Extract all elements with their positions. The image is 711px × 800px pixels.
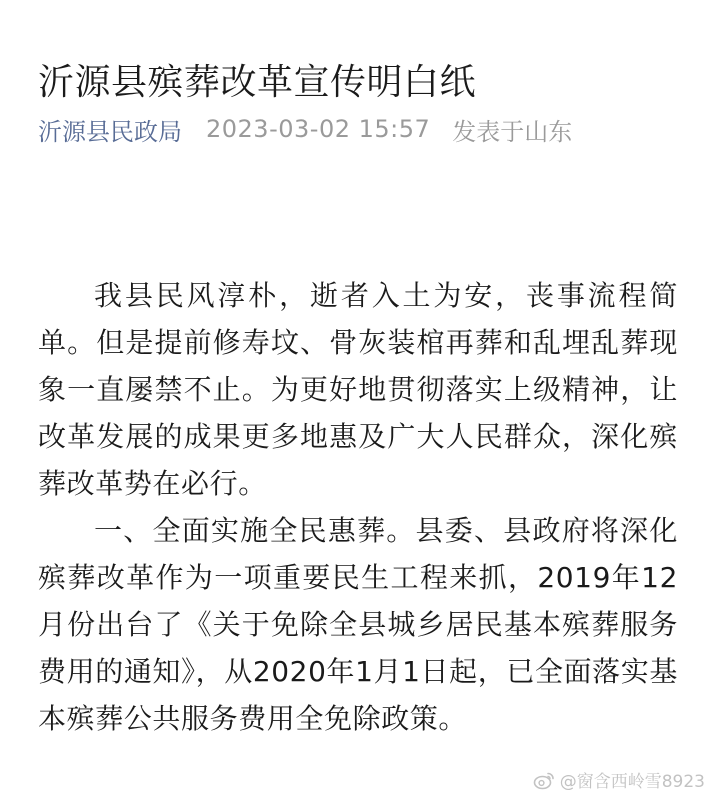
article-title: 沂源县殡葬改革宣传明白纸 xyxy=(38,62,477,104)
weibo-icon xyxy=(533,770,555,790)
publish-datetime: 2023-03-02 15:57 xyxy=(206,115,431,143)
article-paragraph: 一、全面实施全民惠葬。县委、县政府将深化殡葬改革作为一项重要民生工程来抓，2019年12月份出台了《关于免除全县城乡居民基本殡葬服务费用的通知》，从2020年1月1日起，已全面落实基本殡葬公共服务费用全免除政策。 xyxy=(38,514,678,735)
publish-location: 发表于山东 xyxy=(452,117,573,146)
article-meta xyxy=(38,110,572,148)
watermark-text: @窗含西岭雪8923 xyxy=(559,772,705,792)
article-body xyxy=(38,272,678,742)
weibo-watermark xyxy=(533,767,705,792)
source-account-link[interactable]: 沂源县民政局 xyxy=(38,117,182,146)
article-paragraph: 我县民风淳朴，逝者入土为安，丧事流程简单。但是提前修寿坟、骨灰装棺再葬和乱埋乱葬现象一直屡禁不止。为更好地贯彻落实上级精神，让改革发展的成果更多地惠及广大人民群众，深化殡葬改革势在必行。 xyxy=(38,279,678,500)
